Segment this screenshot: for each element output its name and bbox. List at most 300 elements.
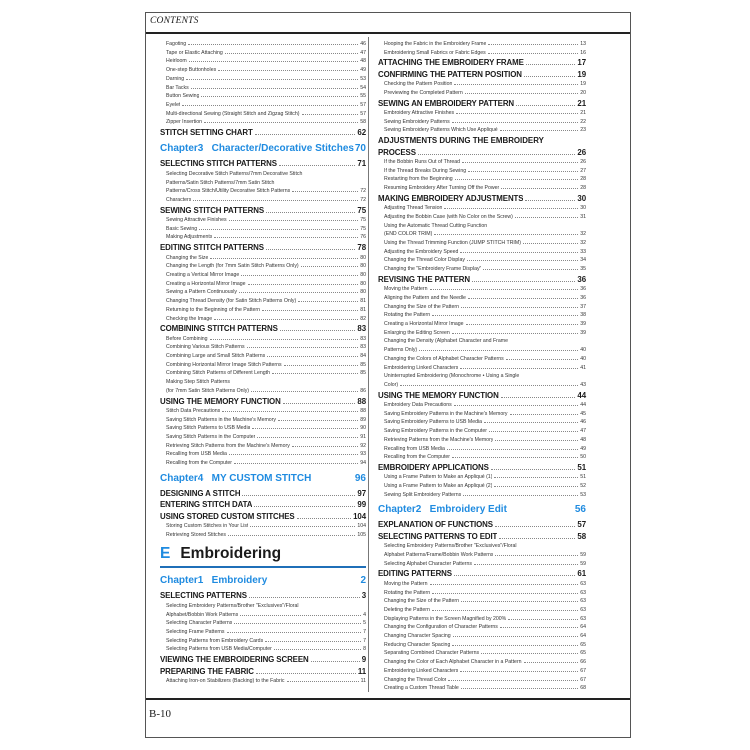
toc-entry[interactable] bbox=[160, 522, 366, 531]
toc-section-title: SEWING AN EMBROIDERY PATTERN bbox=[378, 98, 515, 108]
toc-entry[interactable] bbox=[378, 580, 586, 589]
toc-entry-page: 26 bbox=[580, 158, 586, 165]
toc-entry-title: Bar Tacks bbox=[166, 84, 189, 91]
toc-entry-title: Heirloom bbox=[166, 58, 187, 65]
toc-entry[interactable] bbox=[378, 589, 586, 598]
toc-section-page: 62 bbox=[357, 128, 366, 138]
toc-section-title: ENTERING STITCH DATA bbox=[160, 500, 253, 510]
toc-entry[interactable] bbox=[378, 213, 586, 222]
leader-dots bbox=[494, 477, 578, 478]
toc-entry[interactable] bbox=[160, 628, 366, 637]
toc-entry[interactable] bbox=[378, 256, 586, 265]
leader-dots bbox=[249, 597, 360, 598]
toc-entry[interactable] bbox=[378, 381, 586, 390]
toc-section-title: PREPARING THE FABRIC bbox=[160, 666, 254, 676]
toc-entry[interactable] bbox=[378, 667, 586, 676]
chapter-heading[interactable] bbox=[160, 472, 366, 486]
toc-entry[interactable] bbox=[160, 92, 366, 101]
toc-entry-page: 63 bbox=[580, 580, 586, 587]
toc-entry-title: Rotating the Pattern bbox=[384, 312, 431, 319]
toc-section-page: 71 bbox=[357, 159, 366, 169]
toc-entry-page: 80 bbox=[360, 280, 366, 287]
toc-entry-title: Saving Stitch Patterns to USB Media bbox=[166, 425, 251, 432]
toc-entry-title: Retrieving Stored Stitches bbox=[166, 531, 226, 538]
chapter-heading-page: 2 bbox=[360, 575, 366, 587]
toc-section[interactable] bbox=[160, 511, 366, 522]
toc-entry-page: 63 bbox=[580, 598, 586, 605]
toc-entry-page: 76 bbox=[360, 234, 366, 241]
toc-entry[interactable] bbox=[160, 216, 366, 225]
toc-entry[interactable] bbox=[160, 335, 366, 344]
toc-entry-title: Recalling from the Computer bbox=[166, 460, 233, 467]
toc-entry[interactable] bbox=[378, 641, 586, 650]
toc-entry-title: Using a Frame Pattern to Make an Appliqué (2) bbox=[384, 483, 493, 490]
toc-entry[interactable] bbox=[378, 320, 586, 329]
leader-dots bbox=[453, 636, 579, 637]
toc-entry[interactable] bbox=[160, 233, 366, 242]
chapter-heading[interactable] bbox=[378, 503, 586, 517]
leader-dots bbox=[483, 269, 578, 270]
toc-entry-title: Making Adjustments bbox=[166, 234, 213, 241]
toc-entry[interactable] bbox=[160, 424, 366, 433]
toc-entry[interactable] bbox=[160, 531, 366, 540]
toc-entry-title: Button Sewing bbox=[166, 93, 200, 100]
toc-entry[interactable] bbox=[160, 187, 366, 196]
toc-section-page: 75 bbox=[357, 205, 366, 215]
toc-section[interactable] bbox=[160, 396, 366, 407]
leader-dots bbox=[494, 486, 578, 487]
toc-entry-title: Adjusting the Embroidery Speed bbox=[384, 248, 459, 255]
leader-dots bbox=[279, 165, 356, 166]
toc-section[interactable] bbox=[378, 69, 586, 80]
leader-dots bbox=[484, 422, 578, 423]
toc-entry[interactable] bbox=[378, 248, 586, 257]
part-heading bbox=[160, 545, 366, 568]
toc-entry[interactable] bbox=[160, 352, 366, 361]
toc-entry[interactable] bbox=[378, 364, 586, 373]
toc-entry-wrapped: Changing the Density (Alphabet Character and Frame bbox=[384, 338, 508, 345]
toc-entry-page: 53 bbox=[580, 491, 586, 498]
leader-dots bbox=[193, 200, 358, 201]
leader-dots bbox=[434, 234, 578, 235]
toc-entry-title: Changing the Thread Color bbox=[384, 676, 447, 683]
toc-entry-page: 39 bbox=[580, 321, 586, 328]
toc-entry[interactable] bbox=[378, 491, 586, 500]
toc-entry-page: 81 bbox=[360, 306, 366, 313]
toc-entry-title: Changing the Configuration of Character Patterns bbox=[384, 624, 498, 631]
left-column bbox=[160, 40, 366, 686]
toc-entry-page: 34 bbox=[580, 257, 586, 264]
toc-section-title: PROCESS bbox=[378, 147, 416, 157]
toc-section[interactable] bbox=[378, 98, 586, 109]
toc-entry[interactable] bbox=[160, 297, 366, 306]
toc-entry[interactable] bbox=[160, 262, 366, 271]
toc-entry[interactable] bbox=[378, 615, 586, 624]
toc-entry[interactable] bbox=[160, 611, 366, 620]
toc-entry-page: 46 bbox=[360, 41, 366, 47]
toc-entry[interactable] bbox=[160, 110, 366, 119]
toc-entry-page: 72 bbox=[360, 188, 366, 195]
leader-dots bbox=[454, 84, 578, 85]
toc-entry-title: Moving the Pattern bbox=[384, 286, 428, 293]
toc-entry[interactable] bbox=[378, 649, 586, 658]
toc-entry-title: Retrieving Patterns from the Machine's Memory bbox=[384, 436, 494, 443]
toc-section-page: 83 bbox=[357, 324, 366, 334]
toc-entry-page: 52 bbox=[580, 483, 586, 490]
toc-entry-page: 58 bbox=[360, 119, 366, 126]
leader-dots bbox=[488, 53, 578, 54]
leader-dots bbox=[452, 122, 578, 123]
leader-dots bbox=[454, 405, 578, 406]
toc-entry[interactable] bbox=[160, 66, 366, 75]
toc-entry-page: 68 bbox=[580, 685, 586, 692]
leader-dots bbox=[510, 414, 579, 415]
toc-entry[interactable] bbox=[160, 288, 366, 297]
toc-entry[interactable] bbox=[378, 80, 586, 89]
toc-entry[interactable] bbox=[378, 126, 586, 135]
toc-section-page: 57 bbox=[577, 520, 586, 530]
leader-dots bbox=[452, 645, 578, 646]
toc-section-page: 44 bbox=[577, 390, 586, 400]
toc-entry-page: 28 bbox=[580, 185, 586, 192]
toc-entry-title: Saving Embroidery Patterns in the Machine's Memory bbox=[384, 410, 508, 417]
toc-section-title: EDITING PATTERNS bbox=[378, 569, 452, 579]
toc-entry[interactable] bbox=[378, 239, 586, 248]
toc-entry[interactable] bbox=[378, 294, 586, 303]
leader-dots bbox=[495, 440, 578, 441]
toc-entry[interactable] bbox=[160, 196, 366, 205]
toc-section[interactable] bbox=[160, 488, 366, 499]
toc-entry[interactable] bbox=[378, 265, 586, 274]
toc-entry[interactable] bbox=[160, 407, 366, 416]
toc-entry-page: 85 bbox=[360, 370, 366, 377]
toc-entry[interactable] bbox=[160, 442, 366, 451]
toc-entry-page: 94 bbox=[360, 460, 366, 467]
toc-entry-title: Color) bbox=[384, 381, 399, 388]
leader-dots bbox=[400, 385, 578, 386]
toc-entry-page: 40 bbox=[580, 347, 586, 354]
toc-section[interactable] bbox=[378, 462, 586, 473]
toc-entry[interactable] bbox=[160, 637, 366, 646]
toc-entry-title: Changing the Size of the Pattern bbox=[384, 303, 459, 310]
leader-dots bbox=[465, 93, 578, 94]
leader-dots bbox=[432, 593, 578, 594]
toc-entry[interactable] bbox=[160, 433, 366, 442]
toc-section[interactable] bbox=[160, 654, 366, 665]
toc-entry-page: 65 bbox=[580, 650, 586, 657]
toc-entry-title: Changing the "Embroidery Frame Display" bbox=[384, 266, 482, 273]
toc-entry[interactable] bbox=[160, 361, 366, 370]
toc-entry[interactable] bbox=[378, 658, 586, 667]
part-title: Embroidering bbox=[180, 545, 282, 563]
leader-dots bbox=[468, 171, 578, 172]
toc-entry-title: Patterns Only) bbox=[384, 347, 418, 354]
toc-entry[interactable] bbox=[378, 453, 586, 462]
toc-entry-title: Saving Embroidery Patterns in the Computer bbox=[384, 428, 487, 435]
toc-entry[interactable] bbox=[160, 387, 366, 396]
toc-entry[interactable] bbox=[378, 49, 586, 58]
leader-dots bbox=[491, 469, 576, 470]
toc-entry[interactable] bbox=[160, 254, 366, 263]
toc-entry-page: 85 bbox=[360, 361, 366, 368]
toc-entry[interactable] bbox=[160, 225, 366, 234]
toc-entry-title: Recalling from USB Media bbox=[384, 445, 445, 452]
toc-entry-page: 31 bbox=[580, 213, 586, 220]
toc-entry[interactable] bbox=[378, 89, 586, 98]
leader-dots bbox=[466, 324, 579, 325]
chapter-heading-title: Chapter3 Character/Decorative Stitches bbox=[160, 143, 354, 155]
toc-section[interactable] bbox=[160, 158, 366, 169]
toc-entry[interactable] bbox=[378, 175, 586, 184]
toc-entry-page: 57 bbox=[360, 110, 366, 117]
leader-dots bbox=[302, 114, 359, 115]
toc-entry[interactable] bbox=[378, 40, 586, 49]
toc-entry-title: Changing the Size bbox=[166, 254, 209, 261]
toc-section[interactable] bbox=[378, 531, 586, 542]
leader-dots bbox=[182, 105, 358, 106]
toc-entry-title: Adjusting the Bobbin Case (with No Color on the Screw) bbox=[384, 213, 513, 220]
toc-entry-page: 45 bbox=[580, 410, 586, 417]
toc-section[interactable] bbox=[378, 147, 586, 158]
toc-section[interactable] bbox=[160, 666, 366, 677]
toc-entry-title: Patterns/Cross Stitch/Utility Decorative Stitch Patterns bbox=[166, 188, 291, 195]
leader-dots bbox=[188, 44, 358, 45]
toc-section-page: 97 bbox=[357, 488, 366, 498]
toc-entry[interactable] bbox=[378, 684, 586, 693]
leader-dots bbox=[499, 538, 575, 539]
toc-entry[interactable] bbox=[378, 676, 586, 685]
toc-entry[interactable] bbox=[378, 482, 586, 491]
toc-entry[interactable] bbox=[160, 118, 366, 127]
toc-entry[interactable] bbox=[378, 623, 586, 632]
toc-entry-page: 90 bbox=[360, 425, 366, 432]
leader-dots bbox=[500, 130, 579, 131]
toc-entry-title: Attaching Iron-on Stabilizers (Backing) to the Fabric bbox=[166, 677, 285, 684]
toc-entry-page: 44 bbox=[580, 402, 586, 409]
toc-entry-title: Zipper Insertion bbox=[166, 119, 203, 126]
toc-entry[interactable] bbox=[378, 401, 586, 410]
toc-entry-title: Recalling from USB Media bbox=[166, 451, 227, 458]
toc-entry-title: Enlarging the Editing Screen bbox=[384, 329, 450, 336]
toc-section[interactable] bbox=[160, 323, 366, 334]
toc-section[interactable] bbox=[160, 205, 366, 216]
leader-dots bbox=[447, 449, 578, 450]
toc-entry-page: 37 bbox=[580, 303, 586, 310]
toc-entry-title: Resuming Embroidery After Turning Off the Power bbox=[384, 185, 500, 192]
toc-entry[interactable] bbox=[378, 204, 586, 213]
chapter-heading-title: Chapter4 MY CUSTOM STITCH bbox=[160, 472, 312, 484]
toc-entry[interactable] bbox=[160, 271, 366, 280]
toc-entry-page: 30 bbox=[580, 205, 586, 212]
leader-dots bbox=[227, 632, 362, 633]
toc-entry-page: 51 bbox=[580, 474, 586, 481]
toc-entry-title: Changing the Color of Each Alphabet Character in a Pattern bbox=[384, 659, 522, 666]
toc-entry-title: Fagoting bbox=[166, 41, 187, 47]
toc-section[interactable] bbox=[160, 499, 366, 510]
leader-dots bbox=[516, 105, 575, 106]
toc-section[interactable] bbox=[378, 390, 586, 401]
leader-dots bbox=[241, 275, 358, 276]
toc-entry-page: 63 bbox=[580, 606, 586, 613]
toc-entry-title: Selecting Alphabet Character Patterns bbox=[384, 560, 472, 567]
toc-entry-page: 22 bbox=[580, 118, 586, 125]
part-letter: E bbox=[160, 545, 171, 563]
toc-entry-page: 54 bbox=[360, 84, 366, 91]
toc-section[interactable] bbox=[378, 57, 586, 68]
leader-dots bbox=[524, 76, 576, 77]
leader-dots bbox=[229, 220, 359, 221]
toc-section[interactable] bbox=[160, 127, 366, 138]
toc-entry-title: Eyelet bbox=[166, 101, 181, 108]
toc-section[interactable] bbox=[378, 568, 586, 579]
toc-entry[interactable] bbox=[378, 473, 586, 482]
toc-entry-title: (END COLOR TRIM) bbox=[384, 231, 433, 238]
leader-dots bbox=[515, 217, 578, 218]
leader-dots bbox=[292, 191, 358, 192]
toc-entry[interactable] bbox=[160, 57, 366, 66]
leader-dots bbox=[298, 301, 358, 302]
leader-dots bbox=[240, 615, 361, 616]
toc-entry-page: 80 bbox=[360, 263, 366, 270]
toc-entry-page: 28 bbox=[580, 176, 586, 183]
leader-dots bbox=[452, 333, 578, 334]
leader-dots bbox=[189, 61, 358, 62]
toc-entry[interactable] bbox=[378, 410, 586, 419]
leader-dots bbox=[247, 347, 359, 348]
toc-entry[interactable] bbox=[160, 280, 366, 289]
toc-entry[interactable] bbox=[378, 329, 586, 338]
toc-section[interactable] bbox=[378, 519, 586, 530]
toc-entry-title: Reducing Character Spacing bbox=[384, 641, 451, 648]
toc-entry-page: 104 bbox=[357, 523, 366, 530]
toc-entry-page: 36 bbox=[580, 294, 586, 301]
toc-entry-page: 67 bbox=[580, 667, 586, 674]
toc-entry[interactable] bbox=[378, 303, 586, 312]
toc-entry[interactable] bbox=[378, 597, 586, 606]
toc-section-page: 88 bbox=[357, 396, 366, 406]
toc-entry-wrapped: Patterns/Satin Stitch Patterns/7mm Satin Stitch bbox=[166, 179, 275, 186]
chapter-heading[interactable] bbox=[160, 142, 366, 156]
toc-section-title: SELECTING PATTERNS bbox=[160, 591, 247, 601]
toc-entry[interactable] bbox=[160, 84, 366, 93]
toc-entry[interactable] bbox=[378, 109, 586, 118]
toc-entry[interactable] bbox=[160, 75, 366, 84]
toc-entry[interactable] bbox=[378, 418, 586, 427]
toc-section[interactable] bbox=[378, 274, 586, 285]
toc-section-title: USING STORED CUSTOM STITCHES bbox=[160, 511, 295, 521]
chapter-heading[interactable] bbox=[160, 574, 366, 588]
toc-entry[interactable] bbox=[378, 311, 586, 320]
leader-dots bbox=[460, 368, 578, 369]
toc-entry[interactable] bbox=[378, 355, 586, 364]
toc-section[interactable] bbox=[160, 242, 366, 253]
toc-entry[interactable] bbox=[378, 230, 586, 239]
toc-page bbox=[145, 12, 631, 738]
toc-entry[interactable] bbox=[160, 343, 366, 352]
toc-entry-title: Selecting Patterns from USB Media/Computer bbox=[166, 646, 272, 653]
toc-entry-page: 21 bbox=[580, 110, 586, 117]
toc-entry-page: 13 bbox=[580, 41, 586, 47]
toc-entry[interactable] bbox=[378, 118, 586, 127]
toc-entry[interactable] bbox=[378, 346, 586, 355]
toc-entry-title: Changing the Size of the Pattern bbox=[384, 598, 459, 605]
toc-entry-page: 33 bbox=[580, 248, 586, 255]
toc-entry[interactable] bbox=[160, 315, 366, 324]
toc-entry-page: 5 bbox=[363, 620, 366, 627]
leader-dots bbox=[311, 661, 360, 662]
toc-entry-page: 59 bbox=[580, 552, 586, 558]
toc-entry-title: Multi-directional Sewing (Straight Stitch and Zigzag Stitch) bbox=[166, 110, 300, 117]
toc-entry[interactable] bbox=[160, 459, 366, 468]
toc-entry-title: Basic Sewing bbox=[166, 225, 198, 232]
toc-entry[interactable] bbox=[160, 49, 366, 58]
toc-section-page: 3 bbox=[361, 591, 366, 601]
toc-entry[interactable] bbox=[160, 645, 366, 654]
toc-entry[interactable] bbox=[378, 184, 586, 193]
leader-dots bbox=[218, 70, 358, 71]
chapter-heading-page: 96 bbox=[354, 472, 366, 484]
toc-entry[interactable] bbox=[378, 606, 586, 615]
leader-dots bbox=[266, 212, 355, 213]
toc-entry-page: 83 bbox=[360, 344, 366, 351]
toc-entry[interactable] bbox=[378, 167, 586, 176]
toc-entry[interactable] bbox=[160, 416, 366, 425]
toc-section[interactable] bbox=[160, 590, 366, 601]
toc-entry-page: 4 bbox=[363, 611, 366, 618]
chapter-heading-title: Chapter1 Embroidery bbox=[160, 575, 268, 587]
toc-entry[interactable] bbox=[160, 40, 366, 49]
toc-entry-page: 36 bbox=[580, 286, 586, 293]
toc-entry-title: Deleting the Pattern bbox=[384, 606, 430, 613]
toc-entry-page: 86 bbox=[360, 387, 366, 394]
toc-entry[interactable] bbox=[160, 677, 366, 686]
leader-dots bbox=[292, 446, 358, 447]
toc-entry-title: Characters bbox=[166, 196, 192, 203]
toc-entry-title: Embroidering Small Fabrics or Fabric Edges bbox=[384, 49, 486, 56]
toc-entry[interactable] bbox=[378, 285, 586, 294]
toc-entry[interactable] bbox=[160, 369, 366, 378]
toc-section-title: STITCH SETTING CHART bbox=[160, 128, 253, 138]
leader-dots bbox=[214, 237, 358, 238]
toc-entry[interactable] bbox=[378, 445, 586, 454]
toc-entry-page: 92 bbox=[360, 442, 366, 449]
toc-entry[interactable] bbox=[160, 450, 366, 459]
toc-section-page: 19 bbox=[577, 69, 586, 79]
toc-entry[interactable] bbox=[160, 101, 366, 110]
toc-entry[interactable] bbox=[378, 427, 586, 436]
leader-dots bbox=[501, 188, 578, 189]
toc-entry-page: 43 bbox=[580, 381, 586, 388]
leader-dots bbox=[461, 688, 578, 689]
leader-dots bbox=[461, 307, 578, 308]
toc-entry[interactable] bbox=[378, 158, 586, 167]
toc-entry-title: Aligning the Pattern and the Needle bbox=[384, 294, 466, 301]
toc-entry[interactable] bbox=[160, 619, 366, 628]
toc-entry[interactable] bbox=[378, 632, 586, 641]
toc-entry[interactable] bbox=[378, 560, 586, 569]
toc-entry-page: 91 bbox=[360, 434, 366, 441]
toc-entry-title: Returning to the Beginning of the Pattern bbox=[166, 306, 261, 313]
toc-entry[interactable] bbox=[160, 306, 366, 315]
leader-dots bbox=[456, 113, 578, 114]
toc-entry-title: Using the Thread Trimming Function (JUMP STITCH TRIM) bbox=[384, 239, 521, 246]
leader-dots bbox=[460, 671, 578, 672]
toc-entry[interactable] bbox=[378, 436, 586, 445]
toc-section-title: ATTACHING THE EMBROIDERY FRAME bbox=[378, 58, 524, 68]
toc-section[interactable] bbox=[378, 193, 586, 204]
right-column bbox=[378, 40, 586, 693]
toc-entry[interactable] bbox=[378, 551, 586, 560]
